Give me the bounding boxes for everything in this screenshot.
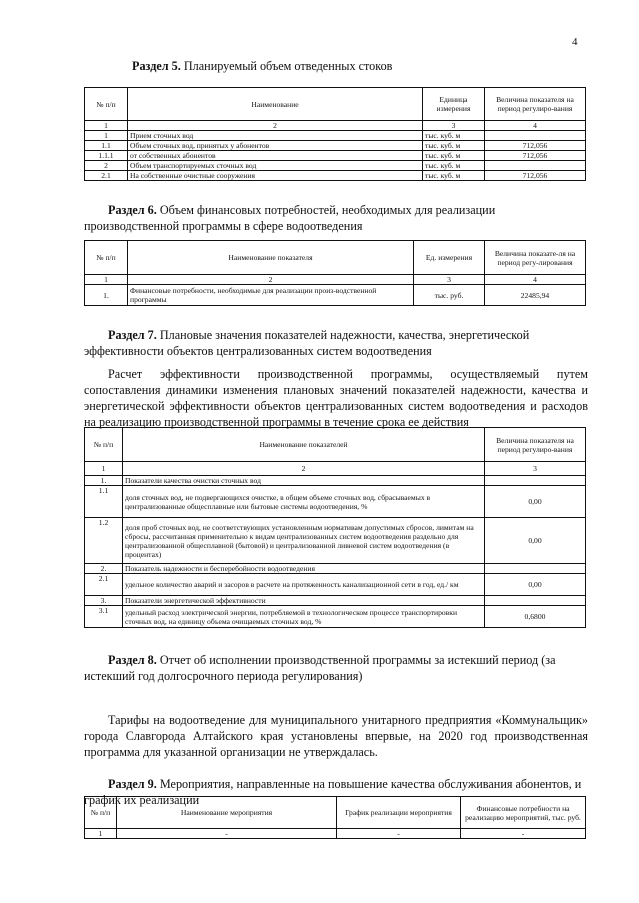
section5-label: Раздел 5. — [132, 59, 181, 73]
s6-colnum: 4 — [485, 275, 586, 285]
s5-cell: тыс. куб. м — [423, 141, 485, 151]
s9-header-name: Наименование мероприятия — [117, 797, 337, 829]
s5-cell: 2.1 — [85, 171, 128, 181]
s5-colnum: 4 — [485, 121, 586, 131]
section7-heading — [84, 327, 588, 359]
section5-title: Планируемый объем отведенных стоков — [183, 59, 393, 73]
table-row — [85, 574, 586, 596]
s7-cell: Показатели энергетической эффективности — [123, 596, 485, 606]
s7-cell: 0,6800 — [485, 606, 586, 628]
s7-cell: 0,00 — [485, 486, 586, 518]
s5-header-num: № п/п — [85, 88, 128, 121]
s5-cell: тыс. куб. м — [423, 131, 485, 141]
s5-cell: тыс. куб. м — [423, 151, 485, 161]
s7-cell: доля сточных вод, не подвергающихся очистке, в общем объеме сточных вод, сбрасываемых в централизованные общесплавные или бытовые системы водоотведения, % — [123, 486, 485, 518]
s5-cell: 712,056 — [485, 141, 586, 151]
s7-cell: Показатель надежности и бесперебойности водоотведения — [123, 564, 485, 574]
table-row — [85, 486, 586, 518]
s7-cell: доля проб сточных вод, не соответствующих установленным нормативам допустимых сбросов, лимитам на сбросы, рассчитанная применительно к видам централизованных систем водоотведения раздельно для централизованной общесплавной (бытовой) и централизованной ливневой систем водоотведения (в процентах) — [123, 518, 485, 564]
s7-cell — [485, 596, 586, 606]
s7-cell: 2.1 — [85, 574, 123, 596]
s5-colnum: 3 — [423, 121, 485, 131]
s5-header-value: Величина показателя на период регулиро-вания — [485, 88, 586, 121]
section7-title: Плановые значения показателей надежности, качества, энергетической эффективности объектов централизованных систем водоотведения — [84, 328, 530, 358]
s7-cell — [485, 564, 586, 574]
s9-cell: - — [337, 829, 461, 839]
s6-cell: тыс. руб. — [414, 285, 485, 306]
s9-cell: 1 — [85, 829, 117, 839]
section7-paragraph: Расчет эффективности производственной программы, осуществляемый путем сопоставления динамики изменения плановых значений показателей надежности, качества и энергетической эффективности объектов централизованных систем водоотведения и расходов на реализацию производственной программы в течение срока ее действия — [84, 367, 588, 429]
section6-heading — [84, 202, 588, 234]
section8-heading — [84, 652, 588, 684]
s6-header-name: Наименование показателя — [128, 241, 414, 275]
s7-cell: 3.1 — [85, 606, 123, 628]
s6-cell: 22485,94 — [485, 285, 586, 306]
section9-table — [84, 796, 586, 839]
s6-cell: 1. — [85, 285, 128, 306]
section9-label: Раздел 9. — [108, 777, 157, 791]
s7-cell: Показатели качества очистки сточных вод — [123, 476, 485, 486]
s9-header-schedule: График реализации мероприятия — [337, 797, 461, 829]
s5-cell: 1.1 — [85, 141, 128, 151]
s5-cell: 2 — [85, 161, 128, 171]
s7-cell: 0,00 — [485, 518, 586, 564]
s7-cell: удельный расход электрической энергии, потребляемой в технологическом процессе транспортировки сточных вод, на единицу объема очищаемых сточных вод, % — [123, 606, 485, 628]
table-row — [85, 171, 586, 181]
table-row — [85, 829, 586, 839]
table-row — [85, 476, 586, 486]
s6-colnum: 1 — [85, 275, 128, 285]
s5-colnum: 2 — [128, 121, 423, 131]
section5-table — [84, 87, 586, 181]
s7-colnum: 1 — [85, 462, 123, 476]
s5-cell: Объем сточных вод, принятых у абонентов — [128, 141, 423, 151]
s5-cell: На собственные очистные сооружения — [128, 171, 423, 181]
s5-header-unit: Единица измерения — [423, 88, 485, 121]
table-row — [85, 141, 586, 151]
s5-cell: 712,056 — [485, 171, 586, 181]
s6-header-num: № п/п — [85, 241, 128, 275]
s7-cell — [485, 476, 586, 486]
table-row — [85, 518, 586, 564]
section8-paragraph: Тарифы на водоотведение для муниципального унитарного предприятия «Коммунальщик» города Славгорода Алтайского края установлены впервые, на 2020 год производственная программа для указанной организации не утверждалась. — [84, 713, 588, 759]
s5-cell: Прием сточных вод — [128, 131, 423, 141]
section6-label: Раздел 6. — [108, 203, 157, 217]
page-number: 4 — [572, 36, 578, 48]
s7-colnum: 2 — [123, 462, 485, 476]
section5-heading — [108, 58, 588, 74]
s7-cell: 1. — [85, 476, 123, 486]
s7-header-name: Наименование показателей — [123, 428, 485, 462]
s7-cell: удельное количество аварий и засоров в расчете на протяженность канализационной сети в год, ед./ км — [123, 574, 485, 596]
s5-cell: тыс. куб. м — [423, 161, 485, 171]
table-row — [85, 606, 586, 628]
s7-cell: 2. — [85, 564, 123, 574]
s9-header-num: № п/п — [85, 797, 117, 829]
s9-cell: - — [461, 829, 586, 839]
s6-cell: Финансовые потребности, необходимые для реализации произ-водственной программы — [128, 285, 414, 306]
s5-cell: от собственных абонентов — [128, 151, 423, 161]
s5-cell: 1 — [85, 131, 128, 141]
s6-header-unit: Ед. измерения — [414, 241, 485, 275]
section8-title: Отчет об исполнении производственной программы за истекший период (за истекший год долгосрочного периода регулирования) — [84, 653, 556, 683]
s7-cell: 1.1 — [85, 486, 123, 518]
s7-colnum: 3 — [485, 462, 586, 476]
s6-header-value: Величина показате-ля на период регу-лирования — [485, 241, 586, 275]
s5-cell: 1.1.1 — [85, 151, 128, 161]
section9-title: Мероприятия, направленные на повышение качества обслуживания абонентов, и график их реализации — [84, 777, 582, 807]
s7-header-num: № п/п — [85, 428, 123, 462]
table-row — [85, 285, 586, 306]
s6-colnum: 2 — [128, 275, 414, 285]
s5-cell: Объем транспортируемых сточных вод — [128, 161, 423, 171]
s5-cell: 712,056 — [485, 151, 586, 161]
section7-label: Раздел 7. — [108, 328, 157, 342]
table-row — [85, 161, 586, 171]
s9-cell: - — [117, 829, 337, 839]
table-row — [85, 131, 586, 141]
table-row — [85, 151, 586, 161]
section7-table — [84, 427, 586, 628]
s6-colnum: 3 — [414, 275, 485, 285]
s7-cell: 0,00 — [485, 574, 586, 596]
s5-cell: тыс. куб. м — [423, 171, 485, 181]
s7-header-value: Величина показателя на период регулиро-вания — [485, 428, 586, 462]
s5-colnum: 1 — [85, 121, 128, 131]
section6-table — [84, 240, 586, 306]
s9-header-finance: Финансовые потребности на реализацию мероприятий, тыс. руб. — [461, 797, 586, 829]
section8-label: Раздел 8. — [108, 653, 157, 667]
s7-cell: 3. — [85, 596, 123, 606]
section6-title: Объем финансовых потребностей, необходимых для реализации производственной программы в сфере водоотведения — [84, 203, 496, 233]
s5-header-name: Наименование — [128, 88, 423, 121]
s5-cell — [485, 161, 586, 171]
table-row — [85, 596, 586, 606]
table-row — [85, 564, 586, 574]
s7-cell: 1.2 — [85, 518, 123, 564]
s5-cell — [485, 131, 586, 141]
